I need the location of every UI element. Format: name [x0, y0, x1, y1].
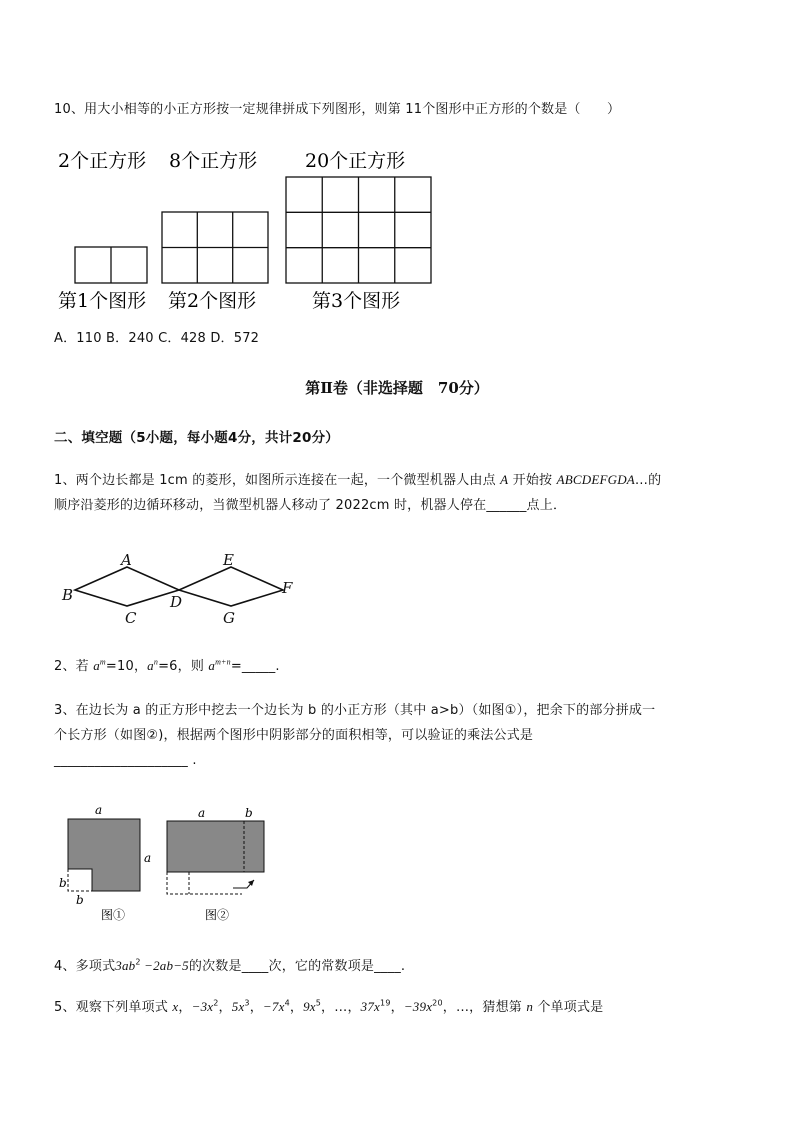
q3-line-1: 3、在边长为 a 的正方形中挖去一个边长为 b 的小正方形（其中 a>b）（如图①），把余下的部分拼成一	[54, 703, 656, 718]
figure-2-grid	[162, 212, 268, 283]
q1-line-1: 1、两个边长都是 1cm 的菱形，如图所示连接在一起，一个微型机器人由点 A 开始按 ABCDEFGDA…的	[54, 472, 662, 488]
fig1-a-right: a	[144, 851, 152, 865]
fig-label-top-2: 8个正方形	[169, 150, 258, 172]
part-title: 二、填空题（5小题，每小题4分，共计20分）	[54, 430, 339, 446]
fig-label-top-1: 2个正方形	[58, 150, 147, 172]
fig-label-bottom-3: 第3个图形	[312, 290, 401, 312]
q10-figure	[50, 145, 450, 315]
fig-label-bottom-2: 第2个图形	[168, 290, 257, 312]
q1-start-point: A	[500, 472, 509, 487]
fig2-caption: 图②	[205, 908, 230, 922]
fig-label-top-3: 20个正方形	[305, 150, 406, 172]
figure-3-grid	[286, 177, 431, 283]
fig1-b-left: b	[59, 876, 67, 890]
point-G: G	[223, 609, 235, 627]
q10-stem: 10、用大小相等的小正方形按一定规律拼成下列图形，则第 11个图形中正方形的个数是（ ）	[54, 102, 621, 117]
q1-sequence: ABCDEFGDA	[556, 472, 635, 487]
point-F: F	[282, 579, 293, 597]
fig2-a-top: a	[198, 806, 206, 820]
section-title: 第Ⅱ卷（非选择题 70分）	[305, 379, 489, 397]
q4: 4、多项式$3ab^2 -2ab-5$的次数是____次，它的常数项是____.	[54, 957, 406, 974]
q5: 5、观察下列单项式 x，$-3x^2$，$5x^3$，$-7x^4$，$9x^5$，…，$37x^{19}$，$-39x^{20}$，…，猜想第 n 个单项式是	[54, 998, 604, 1015]
point-B: B	[62, 586, 74, 604]
rhombus-figure	[55, 545, 315, 635]
q2: 2、若 $a^m=10$，$a^n=6$，则 $a^{m+n}=\_\_\_\_\_$.	[54, 657, 280, 674]
fig1-a-top: a	[95, 803, 103, 817]
fig1-caption: 图①	[101, 908, 126, 922]
figure-1-grid	[75, 247, 147, 283]
q3-line-2: 个长方形（如图②)，根据两个图形中阴影部分的面积相等，可以验证的乘法公式是	[54, 728, 534, 743]
square-figure	[55, 800, 275, 925]
q1-line-2: 顺序沿菱形的边循环移动，当微型机器人移动了 2022cm 时，机器人停在______点上．	[54, 498, 567, 513]
fig1-b-bottom: b	[76, 893, 84, 907]
figure-2-shape	[167, 821, 264, 894]
point-D: D	[170, 593, 183, 611]
figure-1-shape	[68, 819, 140, 891]
point-E: E	[223, 551, 234, 569]
fig-label-bottom-1: 第1个图形	[58, 290, 147, 312]
point-C: C	[125, 609, 137, 627]
q3-line-3: ____________________ .	[54, 753, 197, 768]
q10-options: A．110 B．240 C．428 D．572	[54, 331, 260, 346]
point-A: A	[121, 551, 132, 569]
fig2-b-top: b	[245, 806, 253, 820]
